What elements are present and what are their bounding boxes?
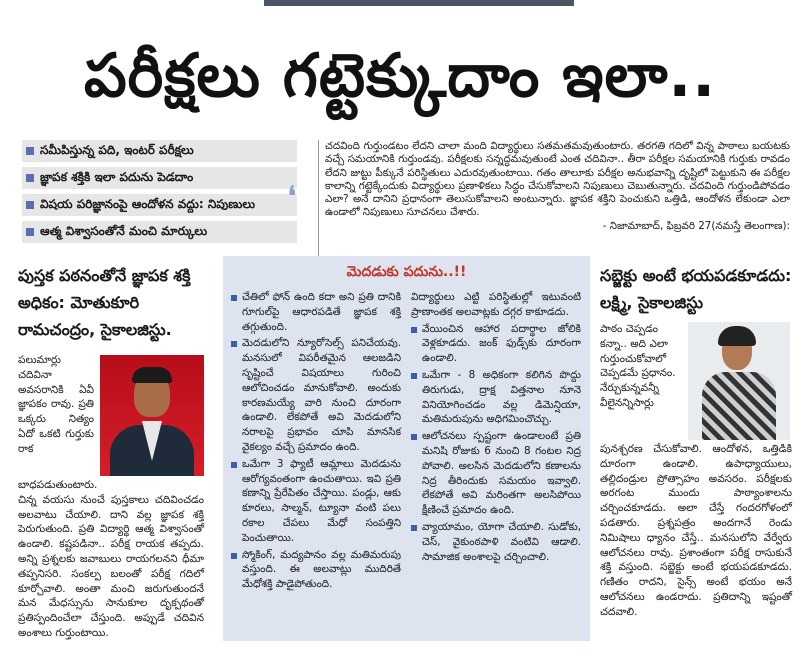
quote-icon: ❛ — [287, 180, 297, 215]
highlight-item: విషయ పరిజ్ఞానంపై ఆందోళన వద్దు: నిపుణులు — [22, 194, 297, 216]
portrait-photo — [100, 355, 204, 476]
tip-item: ఒమేగా 3 ఫ్యాటీ ఆమ్లాలు మెదడును ఆరోగ్యవంతంగా ఉంచుతాయి. ఇవి ప్రతి కణాన్ని ప్రేరేపితం చేస్తాయి. పండ్లు, ఆకు కూరలు, సాల్మన్, ట్యూనా వంటి పలు రకాల చేపలు మేధో సంపత్తిని పెంచుతాయి. — [231, 457, 401, 546]
dateline: - నిజామాబాద్, ఫిబ్రవరి 27(నమస్తే తెలంగాణ): — [602, 219, 790, 232]
tip-item: మెదడులోని న్యూరోసెల్స్ పనిచేయవు. మనసులో విపరీతమైన ఆలజడిని సృష్టించే విషయాలు గురించి ఆలోచించడం మానుకోవాలి. అందుకు కారణమయ్యే వారి నుంచి దూరంగా ఉండాలి. లేకపోతే అవి మెదడులోని నరాలపై ప్రభావం చూపి మానసిక వైకల్యం వచ్చే ప్రమాదం ఉంది. — [231, 336, 401, 454]
highlight-item: సమీపిస్తున్న పది, ఇంటర్ పరీక్షలు — [22, 140, 297, 162]
page-headline: పరీక్షలు గట్టెక్కుదాం ఇలా.. — [83, 41, 716, 111]
square-bullet-icon — [411, 327, 417, 333]
square-bullet-icon — [411, 434, 417, 440]
column-subhead: సబ్జెక్టు అంటే భయపడకూడదు: లక్ష్మి, సైకాలజిస్టు — [600, 266, 792, 312]
square-bullet-icon — [26, 201, 34, 209]
square-bullet-icon — [231, 462, 237, 468]
square-bullet-icon — [411, 525, 417, 531]
tip-item: వ్యాయామం, యోగా చేయాలి. సుడోకు, చెస్, వైకుంఠపాళి వంటివి ఆడాలి. సామాజిక అంశాలపై చర్చించాలి. — [411, 520, 581, 564]
column-subhead: పుస్తక పఠనంతోనే జ్ఞాపక శక్తి అధికం: మోతుకూరి రామచంద్రం, సైకాలజిస్టు. — [18, 266, 191, 339]
article-column-right — [600, 262, 792, 618]
portrait-photo — [688, 322, 790, 440]
column-body: పలుమార్లు చదివినా అవసరానికి ఏవీ జ్ఞాపకం రావు. ప్రతి ఒక్కరు నిత్యం ఏదో ఒకటి గుర్తుకు రాక బాధపడుతుంటారు. — [18, 353, 204, 493]
tips-column-right — [411, 290, 581, 566]
intro-paragraph: చదవింది గుర్తుండటం లేదని చాలా మంది విద్యార్థులు సతమతమవుతుంటారు. తరగతి గదిలో విన్న పాఠాలు బయటకు వచ్చే సమయానికి గుర్తుండవు. పరీక్షలకు సన్నద్ధమవుతుంటే ఎంత చదివినా.. తీరా పరీక్షల సమయానికి గుర్తుకు రావడం లేదని జుట్టు పీక్కునే పరిస్థితులు ఎదురవుతుంటాయి. గతం తాలూకు పరీక్షల అనుభవాన్ని దృష్టిలో పెట్టుకుని ఈ పరీక్షల కాలాన్ని గట్టెక్కేందుకు విద్యార్థులు ప్రణాళికలు సిద్ధం చేసుకోవాలని నిపుణులు చెబుతున్నారు. చదవింది గుర్తుండిపోవడం ఎలా? అనే దానిని ప్రధానంగా తెలుసుకోవాలని అంటున్నారు. జ్ఞాపక శక్తిని పెంచుకుని ఒత్తిడి, ఆందోళన లేకుండా ఎలా ఉండాలో నిపుణులు సూచనలు చేశారు. - నిజామాబాద్, ఫిబ్రవరి 27(నమస్తే తెలంగాణ): — [318, 140, 790, 260]
square-bullet-icon — [26, 174, 34, 182]
square-bullet-icon — [231, 553, 237, 559]
highlight-item: జ్ఞాపక శక్తికి ఇలా పదును పెడదాం — [22, 167, 297, 189]
column-body-continued: పునశ్చరణ చేసుకోవాలి. ఆందోళన, ఒత్తిడికి దూరంగా ఉండాలి. ఉపాధ్యాయులు, తల్లిదండ్రుల ప్రోత్సాహం అవసరం. పరీక్షలకు అరగంట ముందు పాఠ్యాంశాలను చర్చించకూడదు. అలా చేస్తే గందరగోళంలో పడతారు. ప్రశ్నపత్రం అందగానే రెండు నిమిషాలు ధ్యానం చేస్తే.. మనసులోని వేర్వేరు ఆలోచనలు రావు. ప్రశాంతంగా పరీక్ష రాసుకునే శక్తి వస్తుంది. సబ్జెక్టు అంటే భయపడకూడదు. గణితం రాదని, సైన్స్ అంటే భయం అనే ఆలోచనలు ఉండరాదు. ప్రతిదాన్ని ఇష్టంతో చదవాలి. — [600, 443, 792, 618]
square-bullet-icon — [411, 373, 417, 379]
column-body: పాఠం చెప్పడం కన్నా.. అది ఎలా గుర్తుంచుకోవాలో చెప్పడమే ప్రధానం. నేర్చుకున్నవన్నీ వీలైనన్నిసార్లు — [600, 323, 676, 409]
square-bullet-icon — [231, 295, 237, 301]
top-decor-bar — [264, 0, 574, 6]
tip-item: చేతిలో ఫోన్ ఉంది కదా అని ప్రతి దానికి గూగుల్‌పై ఆధారపడితే జ్ఞాపక శక్తి తగ్గుతుంది. — [231, 290, 401, 334]
tip-item: ఆలోచనలు స్పష్టంగా ఉండాలంటే ప్రతి మనిషి రోజుకు 6 నుంచి 8 గంటల నిద్ర పోవాలి. అలసిన మెదడులోని కణాలను నిద్ర తీరిందుకు సమయం ఇవ్వాలి. లేకపోతే అవి మరింతగా అలసిపోయి క్షీణించే ప్రమాదం ఉంది. — [411, 429, 581, 518]
tips-box-title: మెదడుకు పదును..!! — [346, 264, 467, 280]
highlight-item: ఆత్మ విశ్వాసంతోనే మంచి మార్కులు — [22, 221, 297, 243]
tip-item: విద్యార్థులు ఎట్టి పరిస్థితుల్లో ఇటువంటి ప్రాణాంతక అలవాట్లకు దగ్గర కాకూడదు. — [411, 291, 581, 318]
square-bullet-icon — [26, 147, 34, 155]
tips-box — [223, 256, 590, 641]
square-bullet-icon — [26, 228, 34, 236]
article-column-left — [18, 262, 204, 641]
tip-item: స్మోకింగ్, మద్యపానం వల్ల మతిమరుపు వస్తుంది. ఈ అలవాట్లు ముదిరితే మేధోశక్తి పాడైపోతుంది. — [231, 548, 401, 592]
highlights-list — [22, 140, 297, 250]
column-body-continued: చిన్న వయసు నుంచే పుస్తకాలు చదివించడం అలవాటు చేయాలి. దాని వల్ల జ్ఞాపక శక్తి పెరుగుతుంది. ప్రతి విద్యార్థి ఆత్మ విశ్వాసంతో ఉండాలి. కష్టపడినా.. పరీక్ష రాయక తప్పదు. అన్ని ప్రశ్నలకు జవాబులు రాయగలనని ధీమా తప్పనిసరి. సంకల్ప బలంతో పరీక్ష గదిలో కూర్చోవాలి. అంతా మంచి జరుగుతుందనే మన మేధస్సును సానుకూల దృక్పథంతో ప్రతిస్పందించేలా చేస్తుంది. అప్పుడే చదివిన అంశాలు గుర్తుంటాయి. — [18, 493, 204, 639]
tip-item: వేయించిన ఆహార పదార్థాల జోలికి వెళ్లకూడదు. జంక్ ఫుడ్స్‌కు దూరంగా ఉండాలి. — [411, 322, 581, 366]
tip-item: ఒమేగా - 8 అధికంగా కలిగిన పొద్దు తిరుగుడు, ద్రాక్ష విత్తనాల నూనె వినియోగించడం వల్ల డిమెన్షియా, మతిమరుపును అధిగమించొచ్చు. — [411, 368, 581, 427]
tips-column-left — [231, 290, 401, 594]
square-bullet-icon — [231, 341, 237, 347]
